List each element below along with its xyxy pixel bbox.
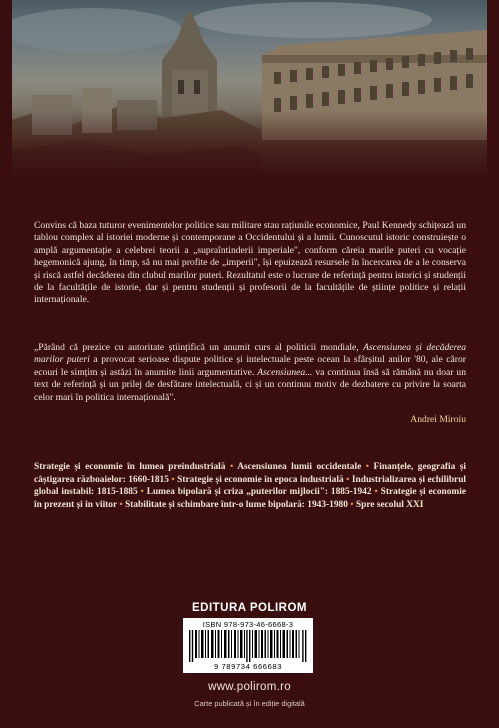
- quote-book-short-title: Ascensiunea...: [257, 366, 313, 378]
- isbn-barcode: [183, 618, 313, 673]
- isbn-number: ISBN 978-973-46-6668-3: [202, 620, 294, 629]
- quote-text-1: „Părând că prezice cu autoritate științifică un anumit curs al politicii mondiale,: [34, 342, 364, 353]
- cover-painting: [12, 0, 487, 180]
- bullet-icon: •: [171, 474, 175, 485]
- toc-item: Strategie și economie în prezent și în viitor: [34, 487, 467, 510]
- quote-book-title: Ascensiunea și decăderea marilor puteri: [34, 342, 466, 366]
- bullet-icon: •: [365, 462, 370, 472]
- bullet-icon: •: [350, 499, 354, 510]
- digital-edition-note: Carte publicată și în ediție digitală: [194, 699, 305, 708]
- publisher-name: EDITURA POLIROM: [191, 602, 308, 614]
- toc-item: Industrializarea și echilibrul global instabil: 1815-1885: [34, 474, 467, 498]
- quote-author: Andrei Miroiu: [410, 414, 466, 425]
- publisher-website: www.polirom.ro: [208, 681, 291, 693]
- bullet-icon: •: [374, 487, 378, 498]
- bullet-icon: •: [140, 487, 144, 498]
- bullet-icon: •: [346, 474, 350, 485]
- toc-item: Lumea bipolară și criza „puterilor mijlocii": 1885-1942: [146, 487, 372, 498]
- toc-item: Strategie și economie în epoca industrială: [177, 474, 344, 485]
- bullet-icon: •: [119, 499, 123, 510]
- critic-quote: [34, 342, 466, 404]
- table-of-contents: [34, 461, 466, 511]
- toc-item: Finanțele, geografia și câștigarea războaielor: 1660-1815: [34, 462, 467, 485]
- quote-text-2: a provocat serioase dispute politice și intelectuale peste ocean la sfârșitul anilor '80, ale căror ecouri le simțim și astăzi în anumite linii argumentative.: [34, 354, 466, 378]
- barcode-bars: [189, 630, 307, 662]
- intro-paragraph: Convins că baza tuturor evenimentelor politice sau militare stau rațiunile economice, Paul Kennedy schițează un tablou complex al istoriei moderne și contemporane a Occidentului și a lumii. Cunoscutul istoric construiește o amplă argumentație a celebrei teorii a „supraîntinderii imperiale", conform căreia marile puteri cu vocație hegemonică ajung, în timp, să nu mai profite de „imperii", își epuizează resursele în încercarea de a le conserva și riscă astfel decăderea din clubul marilor puteri. Rezultatul este o lucrare de referință pentru istorici și studenții de la facultățile de istorie, dar și pentru studenții și profesorii de la facultățile de științe politice și relații internaționale.: [34, 220, 466, 306]
- toc-item: Strategie și economie în lumea preindustrială: [34, 462, 226, 472]
- bullet-icon: •: [229, 462, 234, 472]
- toc-item: Ascensiunea lumii occidentale: [237, 462, 362, 472]
- barcode-digits: 9 789734 666683: [213, 662, 283, 671]
- quote-text-3: va continua însă să rămână nu doar un text de referință și un prilej de desfătare intelectuală, ci și un continuu motiv de dezbatere cu privire la soarta celor mari în politica internațională".: [34, 366, 467, 403]
- toc-item: Stabilitate și schimbare într-o lume bipolară: 1943-1980: [124, 499, 348, 510]
- toc-item: Spre secolul XXI: [355, 499, 424, 510]
